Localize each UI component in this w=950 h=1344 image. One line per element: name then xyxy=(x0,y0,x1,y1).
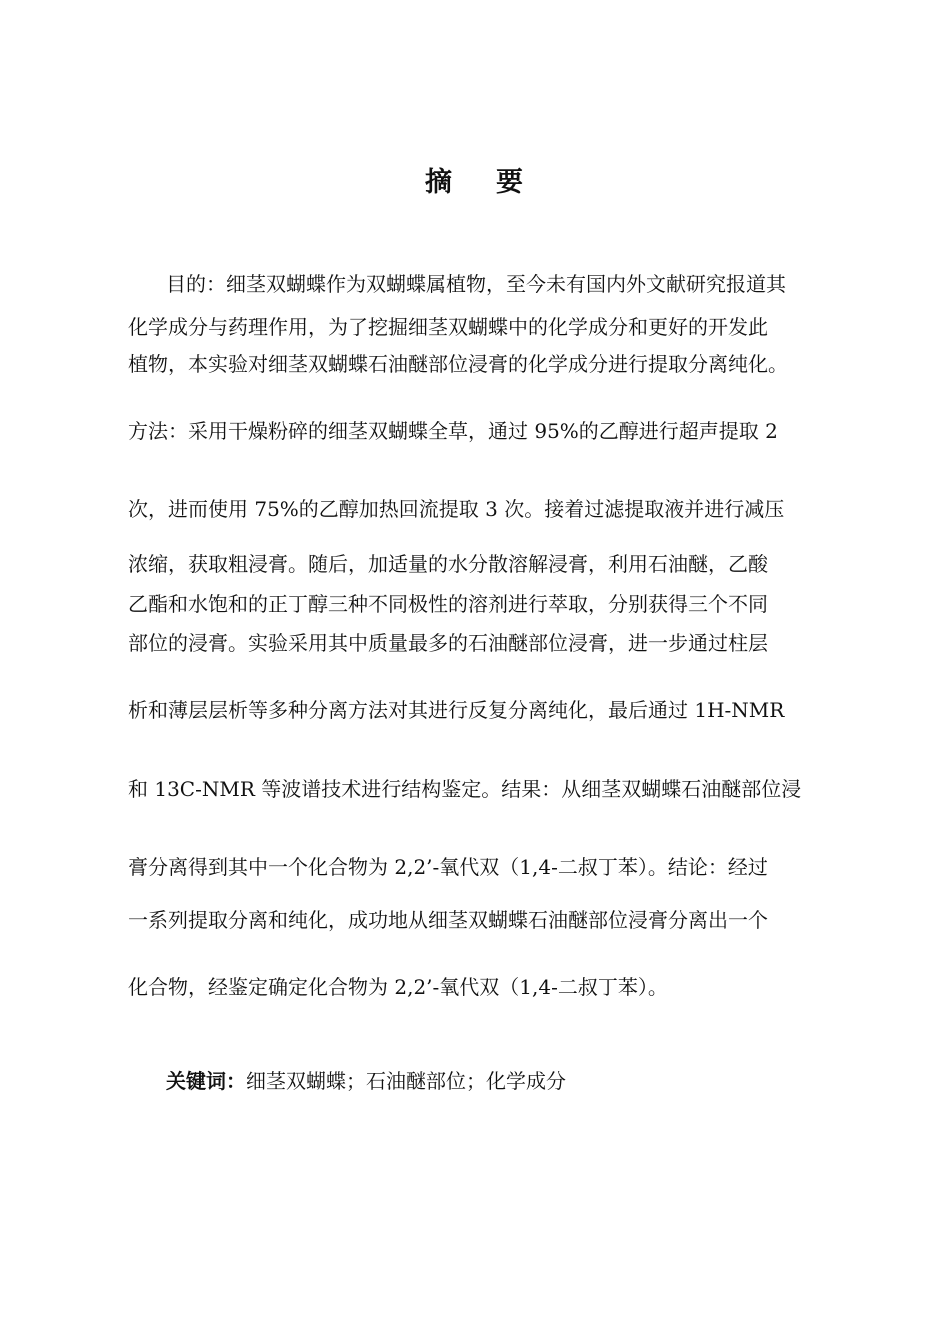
abstract-line: 化学成分与药理作用，为了挖掘细茎双蝴蝶中的化学成分和更好的开发此 xyxy=(128,315,768,339)
keywords-label: 关键词： xyxy=(166,1069,246,1093)
abstract-line: 化合物，经鉴定确定化合物为 2,2’-氧代双（1,4-二叔丁苯）。 xyxy=(128,975,668,999)
abstract-line: 浓缩，获取粗浸膏。随后，加适量的水分散溶解浸膏，利用石油醚，乙酸 xyxy=(128,552,768,576)
keywords-line xyxy=(166,1067,566,1095)
keywords-value: 细茎双蝴蝶；石油醚部位；化学成分 xyxy=(246,1069,566,1093)
abstract-line: 乙酯和水饱和的正丁醇三种不同极性的溶剂进行萃取，分别获得三个不同 xyxy=(128,592,768,616)
abstract-line: 析和薄层层析等多种分离方法对其进行反复分离纯化，最后通过 1H-NMR xyxy=(128,698,785,722)
abstract-line: 目的：细茎双蝴蝶作为双蝴蝶属植物，至今未有国内外文献研究报道其 xyxy=(166,272,786,296)
abstract-title-char-1: 摘 xyxy=(425,167,454,198)
abstract-line: 部位的浸膏。实验采用其中质量最多的石油醚部位浸膏，进一步通过柱层 xyxy=(128,631,768,655)
abstract-line: 一系列提取分离和纯化，成功地从细茎双蝴蝶石油醚部位浸膏分离出一个 xyxy=(128,908,768,932)
abstract-line: 次，进而使用 75%的乙醇加热回流提取 3 次。接着过滤提取液并进行减压 xyxy=(128,497,785,521)
abstract-line: 方法：采用干燥粉碎的细茎双蝴蝶全草，通过 95%的乙醇进行超声提取 2 xyxy=(128,419,778,443)
abstract-line: 膏分离得到其中一个化合物为 2,2’-氧代双（1,4-二叔丁苯）。结论：经过 xyxy=(128,855,768,879)
abstract-title-char-2: 要 xyxy=(496,167,525,198)
abstract-title xyxy=(0,160,950,199)
abstract-line: 和 13C-NMR 等波谱技术进行结构鉴定。结果：从细茎双蝴蝶石油醚部位浸 xyxy=(128,777,802,801)
abstract-line: 植物，本实验对细茎双蝴蝶石油醚部位浸膏的化学成分进行提取分离纯化。 xyxy=(128,352,788,376)
